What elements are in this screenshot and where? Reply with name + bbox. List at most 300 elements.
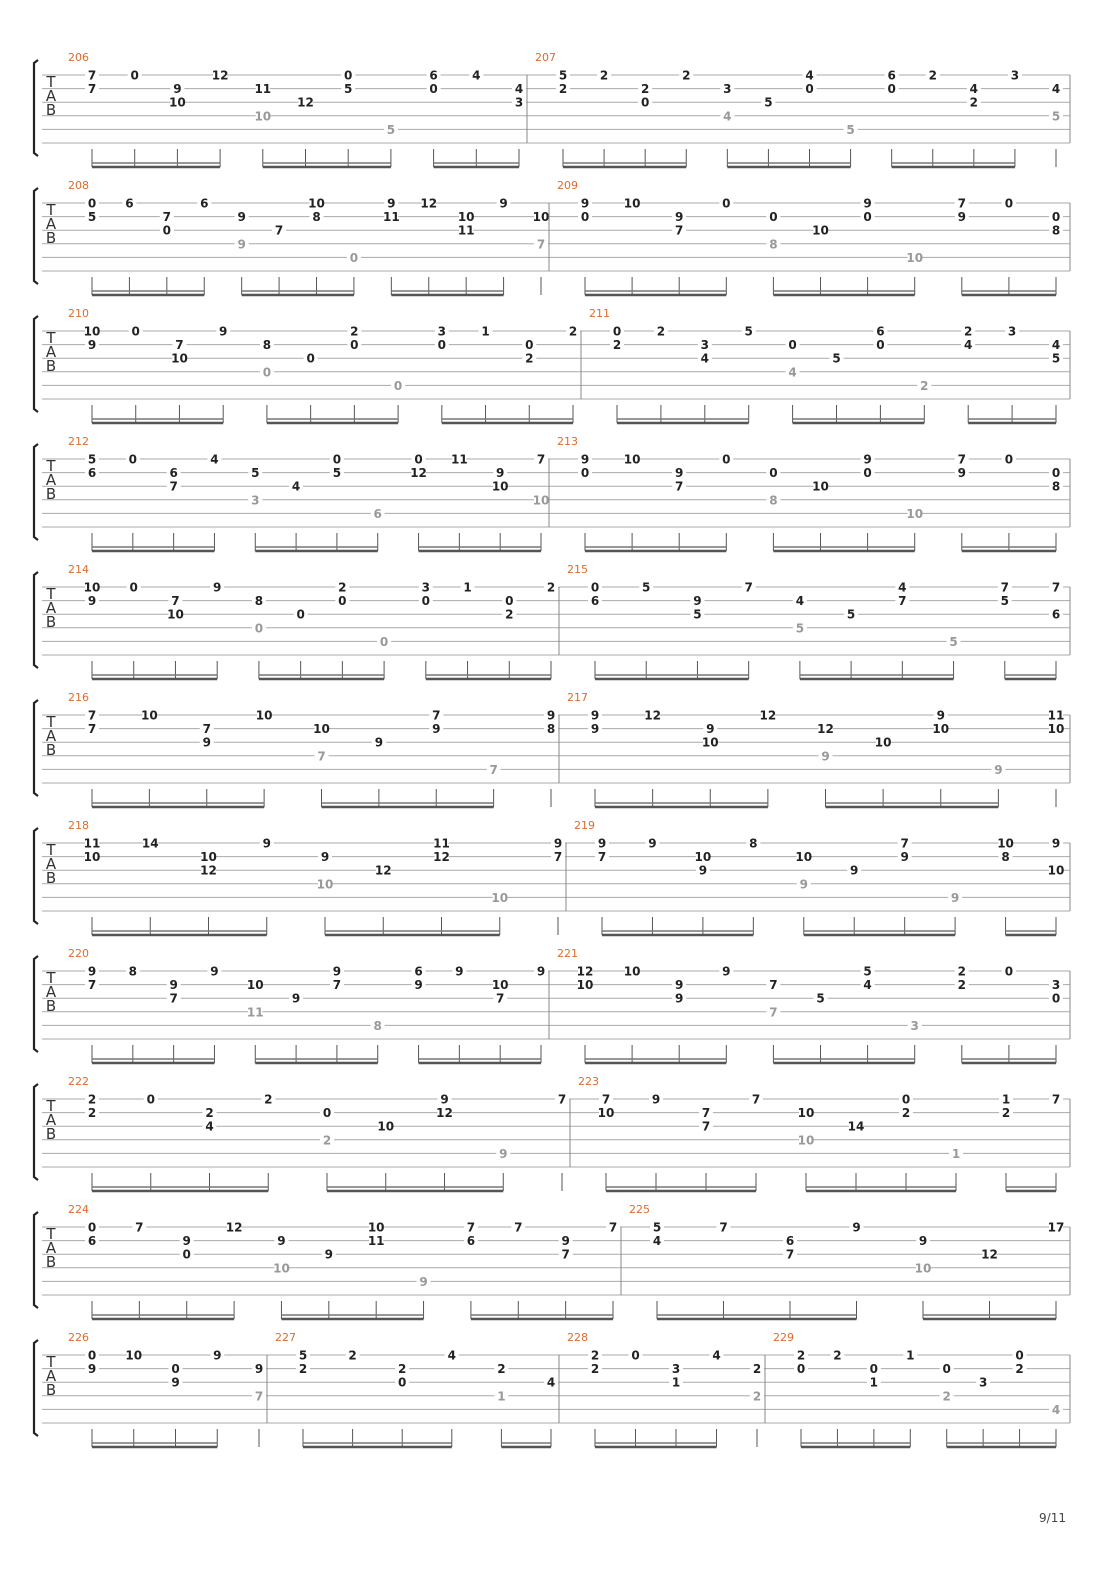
tab-clef-letter: B [45,1253,57,1271]
fret-number: 12 [981,1247,998,1262]
fret-number: 3 [1051,978,1061,993]
fret-number: 8 [254,594,264,609]
fret-number: 12 [433,850,450,865]
tab-clef-letter: B [45,1381,57,1399]
fret-number: 11 [451,452,468,467]
fret-number: 3 [437,324,446,339]
measure [68,1203,620,1319]
fret-number: 6 [373,506,382,521]
fret-number: 0 [788,338,797,353]
fret-number: 9 [332,964,342,979]
system-bracket [34,956,38,1052]
fret-number: 5 [652,1220,662,1235]
fret-number: 10 [308,196,325,211]
measure [68,1331,266,1447]
fret-number: 9 [374,735,384,750]
measure [527,51,1063,167]
fret-number: 3 [700,338,709,353]
fret-number: 7 [536,452,546,467]
fret-number: 0 [350,338,359,353]
fret-number: 5 [1051,109,1061,124]
fret-number: 9 [320,850,330,865]
fret-number: 7 [957,452,966,467]
fret-number: 2 [590,1348,600,1363]
fret-number: 10 [812,223,829,238]
fret-number: 5 [1000,594,1009,609]
fret-number: 0 [769,210,778,225]
fret-number: 1 [1001,1092,1011,1107]
measure-number: 210 [68,307,89,320]
fret-number: 7 [557,1092,567,1107]
tab-system [34,1075,1070,1191]
fret-number: 0 [525,338,534,353]
fret-number: 10 [254,109,272,124]
fret-number: 10 [874,735,892,750]
fret-number: 0 [131,324,140,339]
fret-number: 10 [797,1106,815,1121]
fret-number: 0 [162,223,172,238]
fret-number: 2 [525,351,534,366]
fret-number: 10 [491,890,509,905]
fret-number: 2 [640,82,650,97]
fret-number: 0 [1004,964,1014,979]
measure [549,179,1063,295]
fret-number: 7 [496,991,505,1006]
measure-number: 227 [275,1331,296,1344]
fret-number: 9 [440,1092,449,1107]
fret-number: 8 [128,964,137,979]
fret-number: 0 [1015,1348,1024,1363]
tab-clef-letter: B [45,741,57,759]
measure [566,819,1064,935]
measure-number: 214 [68,563,89,576]
fret-number: 5 [87,210,97,225]
fret-number: 5 [846,607,856,622]
measure-number: 226 [68,1331,89,1344]
tab-system [34,947,1070,1063]
fret-number: 7 [466,1220,476,1235]
fret-number: 0 [146,1092,155,1107]
fret-number: 7 [751,1092,761,1107]
tab-system [34,51,1070,167]
tab-clef-letter: A [45,599,57,617]
fret-number: 0 [437,338,446,353]
fret-number: 2 [682,68,691,83]
fret-number: 2 [833,1348,842,1363]
fret-number: 10 [532,210,550,225]
fret-number: 6 [1051,607,1061,622]
fret-number: 10 [377,1119,395,1134]
fret-number: 9 [918,1234,928,1249]
fret-number: 10 [532,493,550,508]
tab-clef-letter: A [45,855,57,873]
fret-number: 1 [951,1146,961,1161]
fret-number: 0 [805,82,814,97]
fret-number: 2 [969,95,979,110]
fret-number: 2 [205,1106,214,1121]
measure [549,947,1063,1063]
fret-number: 10 [1047,722,1065,737]
fret-number: 4 [291,479,301,494]
fret-number: 9 [950,890,960,905]
fret-number: 5 [332,466,342,481]
tab-system [34,563,1070,679]
fret-number: 7 [171,594,180,609]
tab-clef-letter: T [46,1097,56,1115]
fret-number: 0 [322,1106,332,1121]
fret-number: 7 [898,594,907,609]
fret-number: 0 [1051,210,1061,225]
fret-number: 8 [769,493,778,508]
fret-number: 7 [432,708,441,723]
fret-number: 9 [419,1274,428,1289]
fret-number: 10 [1047,863,1065,878]
fret-number: 4 [712,1348,721,1363]
fret-number: 3 [723,82,732,97]
fret-number: 6 [200,196,209,211]
fret-number: 0 [379,634,389,649]
fret-number: 10 [255,708,273,723]
fret-number: 4 [205,1119,214,1134]
measure-number: 222 [68,1075,89,1088]
tab-clef-letter: A [45,343,57,361]
fret-number: 9 [87,1362,97,1377]
fret-number: 10 [914,1261,932,1276]
fret-number: 5 [949,634,958,649]
fret-number: 0 [863,466,872,481]
tab-system [34,1203,1070,1319]
fret-number: 5 [832,351,841,366]
fret-number: 6 [590,594,600,609]
fret-number: 7 [87,82,97,97]
fret-number: 7 [601,1092,611,1107]
fret-number: 3 [421,580,430,595]
fret-number: 6 [87,1234,97,1249]
fret-number: 6 [125,196,134,211]
fret-number: 2 [87,1092,97,1107]
fret-number: 7 [675,479,684,494]
fret-number: 9 [87,964,97,979]
fret-number: 4 [472,68,481,83]
fret-number: 7 [87,978,97,993]
fret-number: 1 [671,1375,681,1390]
fret-number: 0 [344,68,353,83]
fret-number: 11 [254,82,272,97]
fret-number: 11 [457,223,475,238]
system-bracket [34,828,38,924]
fret-number: 11 [382,210,400,225]
measure-number: 216 [68,691,89,704]
fret-number: 11 [246,1005,264,1020]
fret-number: 6 [87,466,97,481]
fret-number: 0 [869,1362,879,1377]
fret-number: 0 [338,594,347,609]
fret-number: 4 [652,1234,662,1249]
fret-number: 9 [254,1362,264,1377]
fret-number: 7 [87,722,97,737]
measure [267,1331,558,1447]
fret-number: 4 [1051,82,1061,97]
fret-number: 2 [964,324,973,339]
fret-number: 10 [169,95,186,110]
fret-number: 1 [497,1389,506,1404]
fret-number: 12 [436,1106,453,1121]
fret-number: 5 [642,580,651,595]
fret-number: 6 [429,68,438,83]
fret-number: 3 [910,1018,919,1033]
measure-number: 212 [68,435,89,448]
measure-number: 221 [557,947,578,960]
fret-number: 10 [701,735,719,750]
fret-number: 9 [957,466,966,481]
fret-number: 2 [546,580,556,595]
system-bracket [34,572,38,668]
fret-number: 10 [997,836,1014,851]
tab-clef-letter: A [45,471,57,489]
fret-number: 7 [162,210,172,225]
fret-number: 7 [169,479,178,494]
fret-number: 0 [414,452,423,467]
fret-number: 9 [169,978,178,993]
fret-number: 6 [887,68,896,83]
fret-number: 7 [957,196,966,211]
fret-number: 9 [651,1092,661,1107]
fret-number: 9 [553,836,563,851]
fret-number: 0 [769,466,778,481]
fret-number: 9 [499,1146,508,1161]
fret-number: 0 [1004,452,1014,467]
measure [68,947,548,1063]
fret-number: 4 [969,82,979,97]
fret-number: 2 [497,1362,506,1377]
fret-number: 9 [693,594,702,609]
fret-number: 7 [1000,580,1009,595]
fret-number: 10 [167,607,184,622]
fret-number: 6 [785,1234,795,1249]
fret-number: 3 [978,1375,988,1390]
fret-number: 7 [553,850,563,865]
fret-number: 7 [202,722,211,737]
fret-number: 4 [546,1375,556,1390]
fret-number: 9 [561,1234,570,1249]
fret-number: 9 [546,708,556,723]
system-bracket [34,1212,38,1308]
fret-number: 0 [262,365,272,380]
fret-number: 9 [957,210,966,225]
measure-number: 209 [557,179,578,192]
system-bracket [34,60,38,156]
fret-number: 12 [211,68,229,83]
fret-number: 3 [1007,324,1017,339]
tab-clef-letter: T [46,841,56,859]
measure [68,179,549,295]
tab-clef-letter: A [45,87,57,105]
fret-number: 2 [558,82,568,97]
fret-number: 9 [648,836,657,851]
measure [549,435,1063,551]
fret-number: 0 [722,452,731,467]
tab-system [34,435,1070,551]
fret-number: 0 [901,1092,911,1107]
fret-number: 4 [210,452,219,467]
fret-number: 0 [128,452,137,467]
fret-number: 0 [171,1362,180,1377]
fret-number: 2 [957,978,966,993]
fret-number: 5 [846,122,855,137]
fret-number: 1 [481,324,490,339]
tab-clef-letter: T [46,713,56,731]
fret-number: 7 [1051,580,1061,595]
fret-number: 4 [514,82,524,97]
tab-clef-letter: B [45,613,57,631]
fret-number: 8 [1001,850,1010,865]
system-bracket [34,444,38,540]
fret-number: 5 [251,466,260,481]
measure-number: 223 [578,1075,599,1088]
fret-number: 0 [306,351,315,366]
fret-number: 9 [850,863,859,878]
fret-number: 14 [141,836,159,851]
fret-number: 1 [463,580,472,595]
fret-number: 7 [719,1220,728,1235]
fret-number: 5 [386,122,396,137]
fret-number: 10 [623,964,641,979]
fret-number: 7 [536,237,546,252]
fret-number: 9 [580,452,590,467]
fret-number: 0 [87,196,97,211]
fret-number: 6 [414,964,423,979]
fret-number: 10 [576,978,594,993]
measure [68,435,549,551]
fret-number: 0 [398,1375,407,1390]
fret-number: 2 [348,1348,357,1363]
fret-number: 10 [83,850,101,865]
fret-number: 4 [863,978,872,993]
fret-number: 10 [906,506,924,521]
fret-number: 10 [171,351,188,366]
fret-number: 4 [964,338,973,353]
fret-number: 9 [237,237,246,252]
tab-system [34,819,1070,935]
fret-number: 2 [398,1362,407,1377]
tab-clef-letter: A [45,215,57,233]
tab-clef-letter: T [46,73,56,91]
measure [765,1331,1063,1447]
fret-number: 10 [246,978,264,993]
fret-number: 2 [338,580,347,595]
page-number: 9/11 [1039,1511,1066,1525]
tab-clef-letter: A [45,1111,57,1129]
fret-number: 7 [175,338,184,353]
measure-number: 219 [574,819,595,832]
fret-number: 2 [942,1389,951,1404]
fret-number: 9 [455,964,464,979]
fret-number: 9 [173,82,182,97]
fret-number: 2 [322,1133,332,1148]
fret-number: 7 [769,1005,778,1020]
fret-number: 0 [887,82,896,97]
fret-number: 10 [623,452,641,467]
tab-clef-letter: B [45,997,57,1015]
fret-number: 0 [421,594,430,609]
fret-number: 0 [130,68,139,83]
fret-number: 7 [87,68,97,83]
tab-system [34,307,1070,423]
fret-number: 7 [597,850,607,865]
fret-number: 0 [640,95,650,110]
fret-number: 5 [764,95,773,110]
measure-number: 207 [535,51,556,64]
fret-number: 2 [752,1389,762,1404]
fret-number: 12 [759,708,777,723]
tab-clef-letter: T [46,969,56,987]
tab-clef-letter: A [45,1367,57,1385]
tab-clef-letter: B [45,869,57,887]
fret-number: 10 [795,850,813,865]
fret-number: 9 [698,863,708,878]
fret-number: 10 [694,850,712,865]
fret-number: 4 [788,365,797,380]
tab-clef-letter: T [46,329,56,347]
system-bracket [34,1340,38,1436]
fret-number: 8 [1051,479,1061,494]
fret-number: 9 [936,708,945,723]
fret-number: 7 [785,1247,795,1262]
fret-number: 2 [1001,1106,1011,1121]
fret-number: 12 [817,722,834,737]
fret-number: 9 [387,196,396,211]
fret-number: 9 [213,1348,222,1363]
fret-number: 9 [597,836,607,851]
fret-number: 10 [273,1261,290,1276]
fret-number: 9 [432,722,441,737]
fret-number: 5 [863,964,872,979]
fret-number: 3 [514,95,524,110]
tab-clef-letter: B [45,229,57,247]
fret-number: 0 [876,338,885,353]
fret-number: 11 [367,1234,385,1249]
fret-number: 0 [505,594,514,609]
fret-number: 9 [863,196,872,211]
fret-number: 9 [171,1375,180,1390]
fret-number: 0 [1051,466,1061,481]
fret-number: 0 [254,621,264,636]
system-bracket [34,700,38,796]
fret-number: 3 [1010,68,1020,83]
fret-number: 9 [182,1234,191,1249]
fret-number: 9 [994,762,1003,777]
fret-number: 7 [489,762,498,777]
measure [570,1075,1063,1191]
fret-number: 9 [499,196,508,211]
fret-number: 2 [87,1106,97,1121]
measure-number: 217 [567,691,588,704]
measure [68,691,558,807]
fret-number: 9 [799,877,808,892]
fret-number: 2 [901,1106,911,1121]
fret-number: 9 [675,978,684,993]
fret-number: 8 [546,722,556,737]
fret-number: 9 [202,735,211,750]
fret-number: 11 [83,836,101,851]
measure [68,1075,569,1191]
fret-number: 10 [313,722,330,737]
fret-number: 8 [1051,223,1061,238]
fret-number: 10 [200,850,217,865]
fret-number: 0 [612,324,622,339]
fret-number: 0 [429,82,438,97]
fret-number: 9 [590,722,600,737]
